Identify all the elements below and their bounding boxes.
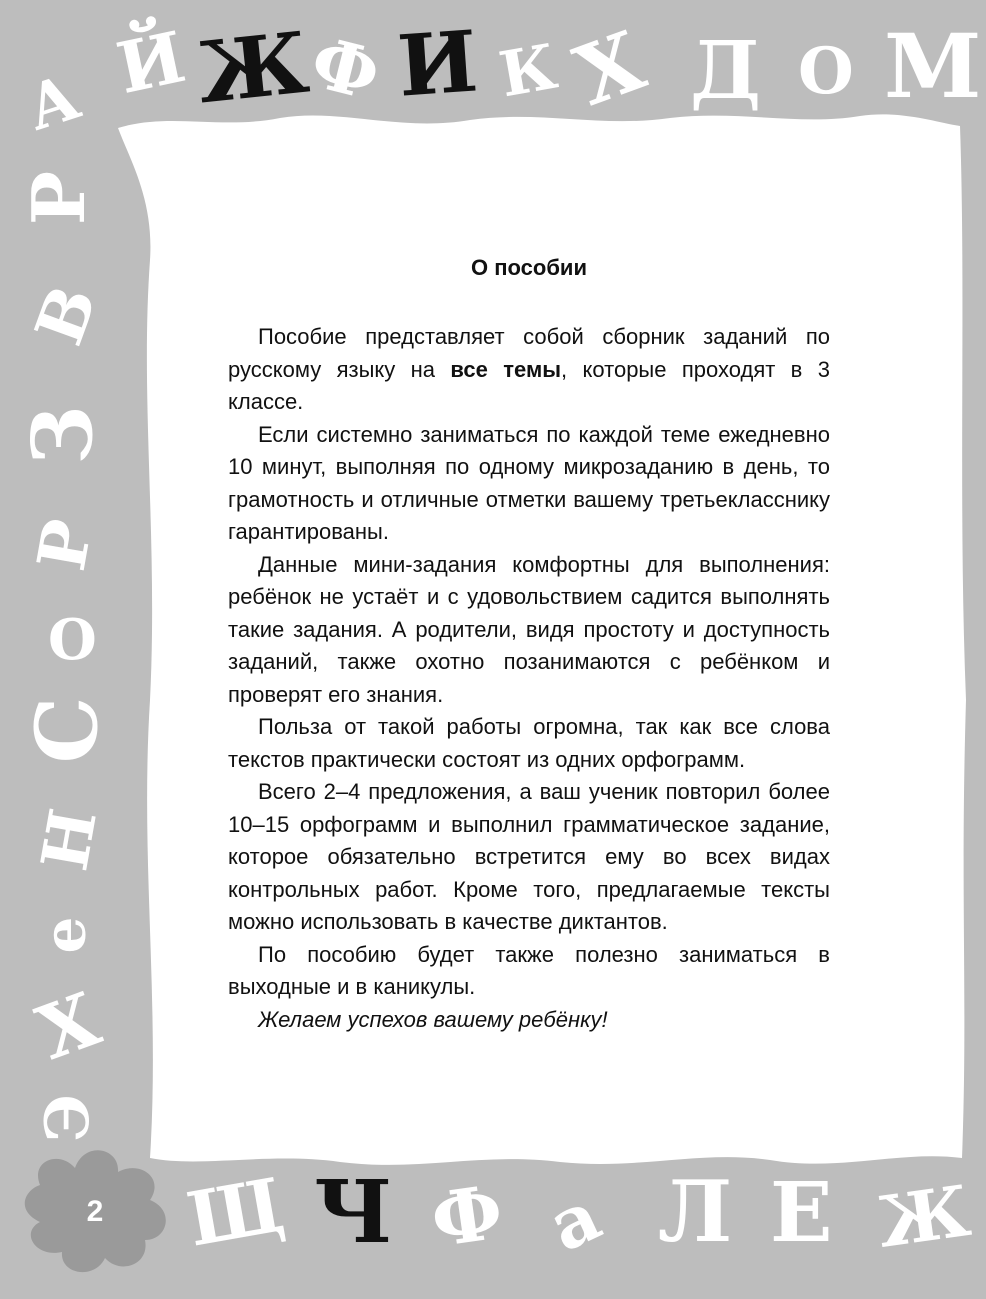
border-letter: а xyxy=(536,1173,613,1268)
border-letter: В xyxy=(19,275,113,355)
border-letter: Х xyxy=(563,13,657,125)
border-letter: А xyxy=(17,60,89,146)
border-letter: Р xyxy=(16,170,102,226)
border-letter: М xyxy=(884,14,982,118)
paragraph: По пособию будет также полезно заниматься в выходные и в каникулы. xyxy=(228,941,830,999)
border-letter: Й xyxy=(109,15,192,110)
border-letter: Х xyxy=(27,976,111,1078)
paragraph: Если системно заниматься по каждой теме ежедневно 10 минут, выполняя по одному микрозаданию в день, то грамотность и отличные отметки вашему третьекласснику гарантированы. xyxy=(228,421,830,544)
border-letter: е xyxy=(30,916,99,954)
paragraph xyxy=(228,321,830,419)
paragraph: Всего 2–4 предложения, а ваш ученик повторил более 10–15 орфограмм и выполнил грамматическое задание, которое обязательно встретится ему во всех видах контрольных работ. Кроме того, предлагаемые тексты можно использовать в качестве диктантов. xyxy=(228,779,830,934)
paragraph-text: Пособие представляет собой сборник заданий по русскому языку на xyxy=(228,324,830,382)
border-letter: Е xyxy=(770,1165,833,1261)
page-content xyxy=(228,252,830,1036)
bold-phrase: все темы xyxy=(450,356,562,382)
border-letter: Н xyxy=(27,803,112,877)
border-letter: Ф xyxy=(303,20,388,117)
border-letter: Э xyxy=(32,1094,103,1142)
border-letter: Д xyxy=(690,23,762,117)
border-letter: С xyxy=(17,696,117,764)
border-letter: Ж xyxy=(872,1169,976,1264)
border-letter: И xyxy=(394,11,481,116)
border-letter: Л xyxy=(658,1162,733,1261)
border-letter: Р xyxy=(22,513,108,577)
border-letter: О xyxy=(48,607,97,673)
paragraph: Польза от такой работы огромна, так как все слова текстов практически состоят из одних орфограмм. xyxy=(228,714,830,772)
border-letter: К xyxy=(494,29,563,112)
paragraph: Данные мини-задания комфортны для выполнения: ребёнок не устаёт и с удовольствием садится выполнять такие задания. А родители, видя простоту и доступность заданий, также охотно позанимаются с ребёнком и проверят его знания. xyxy=(228,551,830,707)
page-title: О пособии xyxy=(471,255,587,280)
border-letter: Щ xyxy=(181,1162,291,1264)
closing-wish: Желаем успехов вашему ребёнку! xyxy=(258,1006,608,1032)
border-letter: Ж xyxy=(193,12,314,123)
page-number: 2 xyxy=(86,1195,104,1228)
paragraph-text: , которые проходят в 3 классе. xyxy=(228,356,830,414)
border-letter: Ф xyxy=(426,1169,508,1265)
border-letter: Ч xyxy=(314,1162,393,1263)
border-letter: З xyxy=(15,405,112,465)
border-letter: О xyxy=(798,34,854,109)
